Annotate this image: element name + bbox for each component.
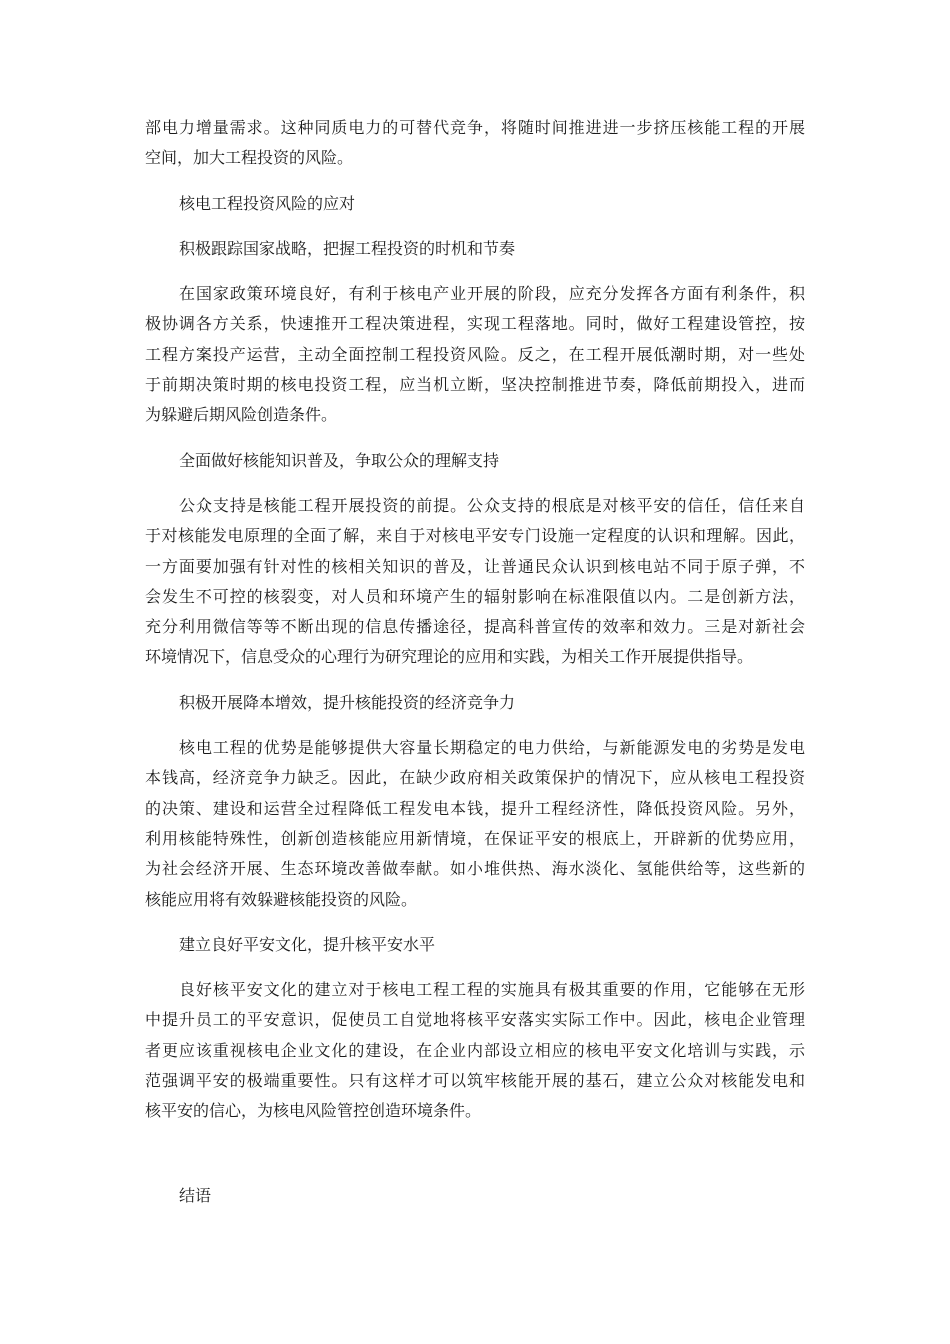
section-heading: [145, 234, 805, 264]
paragraph-line: 充分利用微信等等不断出现的信息传播途径，提高科普宣传的效率和效力。三是对新社会: [145, 617, 805, 637]
body-paragraph: [145, 975, 805, 1126]
body-paragraph: [145, 491, 805, 673]
paragraph-line: 环境情况下，信息受众的心理行为研究理论的应用和实践，为相关工作开展提供指导。: [145, 647, 754, 667]
paragraph-line: 部电力增量需求。这种同质电力的可替代竞争，将随时间推进进一步挤压核能工程的开展: [145, 118, 805, 137]
paragraph-line: 的决策、建设和运营全过程降低工程发电本钱，提升工程经济性，降低投资风险。另外，: [145, 798, 805, 818]
paragraph-line: 本钱高，经济竞争力缺乏。因此，在缺少政府相关政策保护的情况下，应从核电工程投资: [145, 768, 805, 788]
section-heading: [145, 688, 805, 718]
paragraph-line: 利用核能特殊性，创新创造核能应用新情境，在保证平安的根底上，开辟新的优势应用，: [145, 828, 805, 848]
paragraph-line: 于对核能发电原理的全面了解，来自于对核电平安专门设施一定程度的认识和理解。因此，: [145, 526, 805, 546]
paragraph-line: 中提升员工的平安意识，促使员工自觉地将核平安落实实际工作中。因此，核电企业管理: [145, 1010, 805, 1030]
paragraph-line: 空间，加大工程投资的风险。: [145, 148, 354, 168]
section-heading: [145, 1181, 805, 1211]
heading-text: 建立良好平安文化，提升核平安水平: [179, 934, 436, 954]
paragraph-line: 良好核平安文化的建立对于核电工程工程的实施具有极其重要的作用，它能够在无形: [179, 980, 805, 1000]
section-heading: [145, 189, 805, 219]
document-page: [145, 113, 805, 1226]
paragraph-line: 公众支持是核能工程开展投资的前提。公众支持的根底是对核平安的信任，信任来自: [179, 495, 805, 515]
paragraph-line: 为躲避后期风险创造条件。: [145, 405, 338, 425]
paragraph-line: 范强调平安的极端重要性。只有这样才可以筑牢核能开展的基石，建立公众对核能发电和: [145, 1071, 805, 1091]
paragraph-line: 核平安的信心，为核电风险管控创造环境条件。: [145, 1101, 482, 1121]
section-heading: [145, 930, 805, 960]
paragraph-line: 一方面要加强有针对性的核相关知识的普及，让普通民众认识到核电站不同于原子弹，不: [145, 556, 805, 576]
heading-text: 核电工程投资风险的应对: [179, 193, 356, 213]
paragraph-line: 核能应用将有效躲避核能投资的风险。: [145, 889, 418, 909]
paragraph-line: 核电工程的优势是能够提供大容量长期稳定的电力供给，与新能源发电的劣势是发电: [179, 738, 805, 758]
heading-text: 结语: [179, 1185, 212, 1205]
paragraph-line: 为社会经济开展、生态环境改善做奉献。如小堆供热、海水淡化、氢能供给等，这些新的: [145, 859, 805, 879]
paragraph-line: 在国家政策环境良好，有利于核电产业开展的阶段，应充分发挥各方面有利条件，积: [179, 284, 805, 304]
paragraph-line: 工程方案投产运营，主动全面控制工程投资风险。反之，在工程开展低潮时期，对一些处: [145, 344, 805, 364]
paragraph-line: 极协调各方关系，快速推开工程决策进程，实现工程落地。同时，做好工程建设管控，按: [145, 314, 805, 334]
section-heading: [145, 446, 805, 476]
body-paragraph: [145, 279, 805, 430]
body-paragraph: [145, 113, 805, 174]
heading-text: 积极跟踪国家战略，把握工程投资的时机和节奏: [179, 238, 516, 258]
paragraph-line: 者更应该重视核电企业文化的建设，在企业内部设立相应的核电平安文化培训与实践，示: [145, 1040, 805, 1060]
heading-text: 全面做好核能知识普及，争取公众的理解支持: [179, 450, 500, 470]
heading-text: 积极开展降本增效，提升核能投资的经济竞争力: [179, 692, 516, 712]
paragraph-line: 于前期决策时期的核电投资工程，应当机立断，坚决控制推进节奏，降低前期投入，进而: [145, 375, 805, 395]
paragraph-line: 会发生不可控的核裂变，对人员和环境产生的辐射影响在标准限值以内。二是创新方法，: [145, 586, 805, 606]
body-paragraph: [145, 733, 805, 915]
